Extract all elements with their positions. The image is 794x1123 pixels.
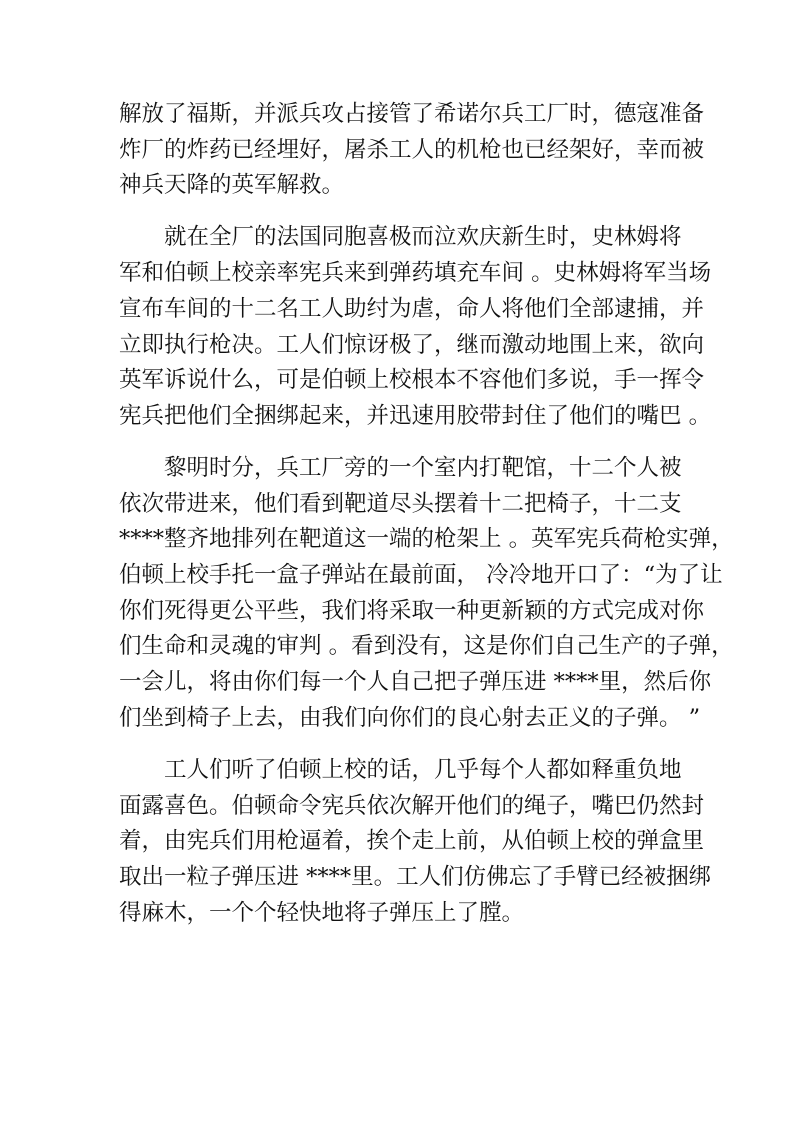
text-line: 依次带进来，他们看到靶道尽头摆着十二把椅子，十二支: [119, 490, 682, 517]
text-line: 着，由宪兵们用枪逼着，挨个走上前，从伯顿上校的弹盒里: [119, 828, 705, 855]
paragraph-3: [119, 451, 734, 737]
text-line: 宣布车间的十二名工人助纣为虐，命人将他们全部逮捕，并: [119, 295, 705, 322]
text-line: 军和伯顿上校亲率宪兵来到弹药填充车间 。史林姆将军当场: [119, 260, 712, 287]
text-line: 神兵天降的英军解救。: [119, 172, 345, 199]
text-line: 们坐到椅子上去，由我们向你们的良心射去正义的子弹。 ”: [119, 704, 701, 731]
text-line: 就在全厂的法国同胞喜极而泣欢庆新生时，史林姆将: [164, 224, 682, 251]
text-line: 伯顿上校手托一盒子弹站在最前面， 冷冷地开口了：“为了让: [119, 562, 723, 589]
text-line: 英军诉说什么，可是伯顿上校根本不容他们多说，手一挥令: [119, 367, 705, 394]
text-line: 你们死得更公平些，我们将采取一种更新颖的方式完成对你: [119, 597, 705, 624]
text-line: 取出一粒子弹压进 ****里。工人们仿佛忘了手臂已经被捆绑: [119, 863, 712, 890]
text-line: 炸厂的炸药已经埋好，屠杀工人的机枪也已经架好，幸而被: [119, 136, 705, 163]
paragraph-4: [119, 753, 712, 931]
text-line: 宪兵把他们全捆绑起来，并迅速用胶带封住了他们的嘴巴 。: [119, 402, 712, 429]
text-line: 立即执行枪决。工人们惊讶极了，继而激动地围上来，欲向: [119, 331, 705, 358]
text-line: 黎明时分，兵工厂旁的一个室内打靶馆，十二个人被: [164, 454, 682, 481]
paragraph-1: [119, 97, 705, 204]
text-line: 工人们听了伯顿上校的话，几乎每个人都如释重负地: [164, 756, 682, 783]
text-line: 一会儿，将由你们每一个人自己把子弹压进 ****里，然后你: [119, 669, 712, 696]
body-text: [119, 97, 734, 948]
text-line: 解放了福斯，并派兵攻占接管了希诺尔兵工厂时，德寇准备: [119, 101, 705, 127]
text-line: 面露喜色。伯顿命令宪兵依次解开他们的绳子，嘴巴仍然封: [119, 792, 705, 819]
text-line: ****整齐地排列在靶道这一端的枪架上 。英军宪兵荷枪实弹，: [119, 526, 734, 553]
text-line: 们生命和灵魂的审判 。看到没有，这是你们自己生产的子弹，: [119, 633, 734, 660]
text-line: 得麻木，一个个轻快地将子弹压上了膛。: [119, 899, 525, 926]
paragraph-2: [119, 220, 712, 434]
